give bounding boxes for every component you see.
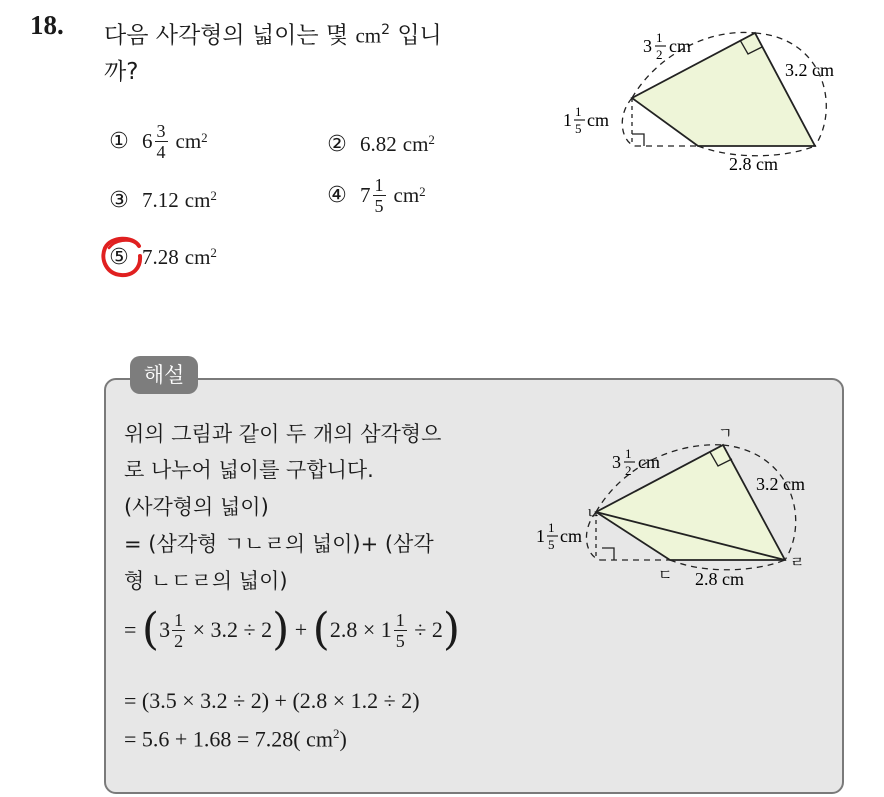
svg-text:ㄹ: ㄹ: [790, 553, 805, 571]
option-4-fraction: $\frac{1}{5}$: [374, 175, 384, 216]
svg-text:3: 3: [612, 452, 621, 472]
svg-text:cm: cm: [638, 452, 660, 472]
quadrilateral-figure: [555, 18, 875, 178]
svg-text:3.2 cm: 3.2 cm: [785, 60, 834, 80]
svg-text:1: 1: [575, 104, 582, 119]
svg-text:2.8 cm: 2.8 cm: [729, 154, 778, 174]
svg-text:1: 1: [656, 30, 663, 45]
question-number: 18.: [30, 10, 64, 40]
svg-text:ㄷ: ㄷ: [658, 566, 673, 584]
option-5[interactable]: ⑤ 7.28 cm $^2$: [109, 244, 217, 270]
question-text: 다음 사각형의 넓이는 몇 $cm^2$ 입니 까?: [104, 22, 442, 85]
svg-text:2.8 cm: 2.8 cm: [695, 569, 744, 589]
svg-text:1: 1: [548, 520, 555, 535]
solution-equation-3: = 5.6 + 1.68 = 7.28( $cm^2$): [124, 726, 347, 752]
divided-quadrilateral-figure: [530, 420, 830, 595]
answer-ring-icon: [99, 232, 147, 280]
solution-equation-1: = ( 3 $\frac{1}{2}$ × 3.2 ÷ 2 ) + ( 2.8 × 1 $\frac{1}{5}$ ÷ 2 ): [124, 604, 461, 655]
svg-text:1: 1: [536, 526, 545, 546]
svg-text:3: 3: [643, 36, 652, 56]
solution-line-1: 위의 그림과 같이 두 개의 삼각형으: [124, 422, 442, 446]
solution-line-3: (사각형의 넓이): [124, 495, 269, 519]
svg-text:2: 2: [656, 47, 663, 62]
svg-text:2: 2: [625, 463, 632, 478]
svg-text:ㄱ: ㄱ: [718, 424, 733, 442]
option-2[interactable]: ② 6.82 cm $^2$: [327, 131, 435, 157]
option-3[interactable]: ③ 7.12 cm $^2$: [109, 187, 217, 213]
svg-text:3.2 cm: 3.2 cm: [756, 474, 805, 494]
option-1-fraction: $\frac{3}{4}$: [156, 121, 166, 162]
svg-text:cm: cm: [669, 36, 691, 56]
svg-text:5: 5: [575, 121, 582, 136]
solution-line-4: = (삼각형 ㄱㄴㄹ의 넓이)+ (삼각: [124, 532, 434, 556]
svg-text:1: 1: [625, 446, 632, 461]
svg-text:1: 1: [563, 110, 572, 130]
svg-text:cm: cm: [560, 526, 582, 546]
option-1-mark: ①: [109, 128, 129, 154]
solution-equation-2: = (3.5 × 3.2 ÷ 2) + (2.8 × 1.2 ÷ 2): [124, 688, 420, 713]
svg-text:5: 5: [548, 537, 555, 552]
solution-line-2: 로 나누어 넓이를 구합니다.: [124, 458, 374, 482]
option-4[interactable]: ④ 7 $\frac{1}{5}$ cm 2: [327, 175, 426, 216]
option-1[interactable]: ① 6 $\frac{3}{4}$ cm 2: [109, 121, 208, 162]
svg-text:ㄴ: ㄴ: [586, 504, 601, 522]
solution-line-5: 형 ㄴㄷㄹ의 넓이): [124, 569, 288, 593]
solution-tag: 해설: [130, 356, 198, 394]
svg-text:cm: cm: [587, 110, 609, 130]
